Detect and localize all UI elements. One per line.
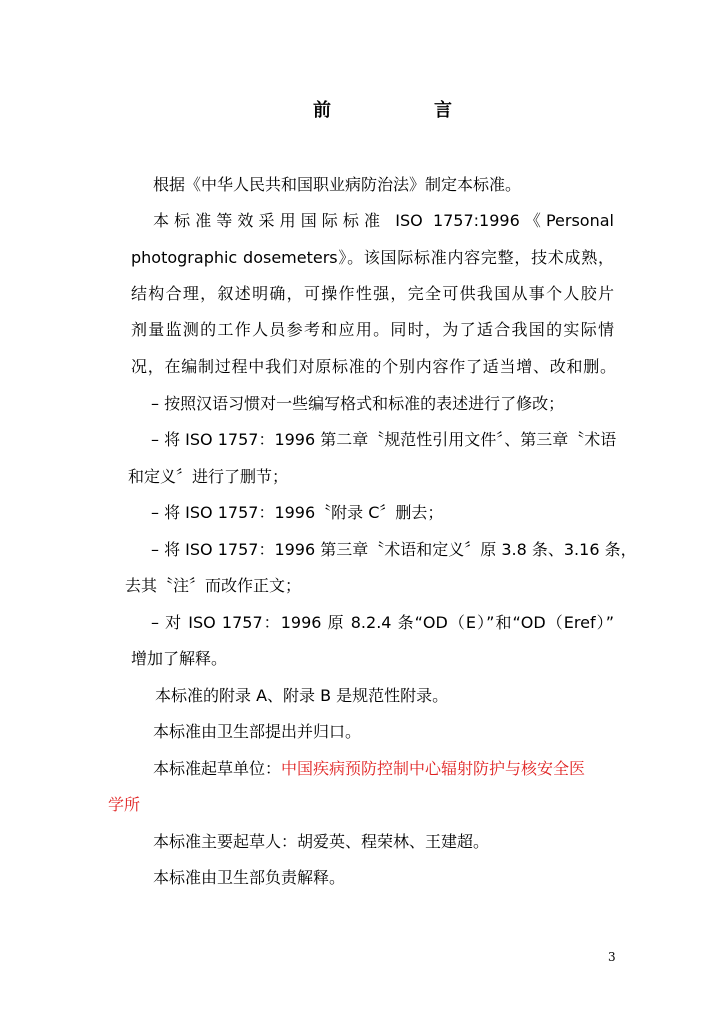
- drafting-unit-label: 本标准起草单位：: [153, 759, 282, 778]
- list-item-2-line-1: – 将 ISO 1757：1996 第二章〝规范性引用文件〞、第三章〝术语: [151, 430, 617, 449]
- list-item-2-line-2: 和定义〞进行了删节；: [128, 467, 289, 486]
- list-item-4-line-1: – 将 ISO 1757：1996 第三章〝术语和定义〞原 3.8 条、3.16 条，: [151, 540, 637, 559]
- drafting-unit-name-part-1: 中国疾病预防控制中心辐射防护与核安全医: [281, 759, 586, 778]
- page-title: [0, 96, 724, 120]
- proposer-note: 本标准由卫生部提出并归口。: [153, 722, 362, 741]
- list-item-3: – 将 ISO 1757：1996〝附录 C〞删去；: [151, 503, 444, 522]
- drafting-unit-line-2: 学所: [108, 795, 141, 814]
- appendix-note: 本标准的附录 A、附录 B 是规范性附录。: [155, 686, 449, 705]
- paragraph-line-1: 根据《中华人民共和国职业病防治法》制定本标准。: [153, 175, 522, 194]
- paragraph-line-5: 剂量监测的工作人员参考和应用。同时，为了适合我国的实际情: [131, 320, 614, 339]
- list-item-5-line-2: 增加了解释。: [131, 649, 228, 668]
- paragraph-line-6: 况，在编制过程中我们对原标准的个别内容作了适当增、改和删。: [131, 357, 616, 376]
- page-number: 3: [608, 950, 616, 964]
- paragraph-line-4: 结构合理，叙述明确，可操作性强，完全可供我国从事个人胶片: [131, 284, 614, 303]
- paragraph-line-2: 本标准等效采用国际标准 ISO 1757:1996《Personal: [153, 211, 614, 230]
- drafting-unit-line-1: [153, 759, 585, 779]
- list-item-5-line-1: – 对 ISO 1757：1996 原 8.2.4 条“OD（E）”和“OD（Eref）”: [151, 613, 614, 632]
- title-char-1: 前: [313, 100, 331, 121]
- drafters-note: 本标准主要起草人：胡爱英、程荣林、王建超。: [153, 832, 490, 851]
- title-char-2: 言: [434, 100, 452, 121]
- interpretation-note: 本标准由卫生部负责解释。: [153, 868, 346, 887]
- paragraph-line-3: photographic dosemeters》。该国际标准内容完整，技术成熟，: [131, 248, 614, 267]
- list-item-1: – 按照汉语习惯对一些编写格式和标准的表述进行了修改；: [151, 394, 565, 413]
- list-item-4-line-2: 去其〝注〞而改作正文；: [125, 576, 302, 595]
